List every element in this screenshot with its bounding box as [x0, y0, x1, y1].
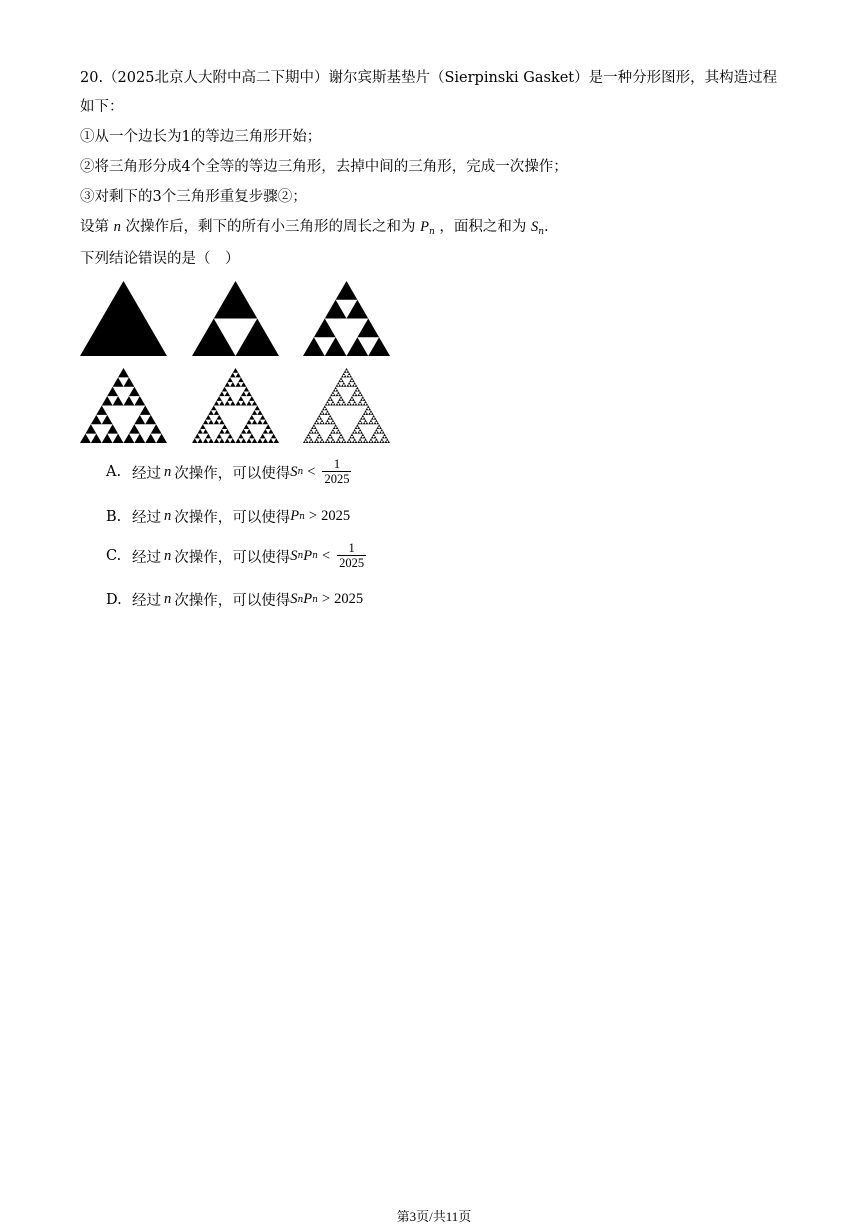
option-b-mid: 次操作，可以使得	[174, 510, 291, 526]
option-b-relation: >	[308, 508, 318, 524]
setup-line	[80, 217, 549, 242]
step-3: ③对剩下的3个三角形重复步骤②；	[80, 189, 307, 205]
option-d-relation: >	[321, 591, 331, 607]
option-d-lhs-sub: n	[297, 594, 304, 605]
sierpinski-level-2	[303, 281, 390, 356]
option-b-letter: B.	[106, 508, 122, 525]
option-c-relation: <	[321, 547, 331, 564]
option-a-letter: A.	[106, 464, 122, 480]
option-a-denominator: 2025	[324, 472, 350, 486]
option-b-lhs-sub: n	[299, 511, 305, 522]
setup-P: P	[420, 219, 429, 235]
page-footer: 第3页/共11页	[396, 1209, 472, 1224]
option-c[interactable]	[106, 542, 366, 570]
step-2: ②将三角形分成4个全等的等边三角形，去掉中间的三角形，完成一次操作；	[80, 159, 568, 175]
base-triangle	[80, 281, 167, 356]
setup-P-sub: n	[428, 227, 435, 237]
option-a-text: 经过	[132, 465, 161, 482]
option-c-text: 经过	[132, 549, 161, 566]
sierpinski-level-1	[192, 281, 279, 356]
option-c-lhs-sub: n	[297, 551, 304, 561]
option-b[interactable]	[106, 506, 350, 527]
option-b-text: 经过	[132, 510, 161, 526]
option-a-relation: <	[307, 463, 316, 480]
option-b-value: 2025	[321, 508, 351, 524]
question-line-1: 20.（2025北京人大附中高二下期中）谢尔宾斯基垫片（Sierpinski Gasket）是一种分形图形，其构造过程	[80, 70, 778, 86]
option-d-lhs2: P	[303, 591, 313, 607]
option-c-numerator: 1	[348, 541, 355, 555]
option-d[interactable]	[106, 589, 363, 610]
option-a-mid: 次操作，可以使得	[174, 465, 291, 482]
step-1: ①从一个边长为1的等边三角形开始；	[80, 129, 322, 145]
setup-text-a: 设第	[80, 219, 109, 235]
setup-S-sub: n	[538, 227, 544, 237]
option-d-lhs: S	[290, 591, 298, 607]
option-c-n: n	[164, 547, 172, 564]
option-a-lhs-sub: n	[297, 467, 304, 477]
option-b-n: n	[164, 508, 172, 524]
option-a[interactable]	[106, 458, 351, 486]
option-a-fraction	[322, 458, 351, 486]
option-c-fraction	[337, 542, 366, 570]
sierpinski-level-4	[192, 368, 279, 443]
option-a-numerator: 1	[333, 457, 341, 471]
option-c-lhs2-sub: n	[312, 551, 318, 561]
setup-text-d: .	[544, 219, 549, 235]
option-c-mid: 次操作，可以使得	[174, 549, 291, 566]
option-d-text: 经过	[132, 593, 161, 609]
sierpinski-level-3	[80, 368, 167, 443]
question-prompt: 下列结论错误的是（ ）	[80, 251, 240, 267]
option-c-lhs: S	[290, 547, 298, 564]
option-d-mid: 次操作，可以使得	[174, 593, 291, 609]
setup-S: S	[530, 219, 539, 235]
option-b-lhs: P	[290, 508, 300, 524]
option-d-lhs2-sub: n	[312, 594, 318, 605]
setup-text-b: 次操作后，剩下的所有小三角形的周长之和为	[125, 219, 416, 235]
question-line-2: 如下：	[80, 99, 124, 115]
option-a-n: n	[164, 463, 172, 480]
setup-n: n	[113, 219, 121, 235]
option-d-letter: D.	[106, 591, 122, 608]
option-c-denominator: 2025	[339, 556, 365, 570]
option-d-value: 2025	[334, 591, 364, 607]
option-c-letter: C.	[106, 548, 122, 564]
sierpinski-level-5	[303, 368, 390, 443]
option-c-lhs2: P	[303, 547, 313, 564]
sierpinski-level-0	[80, 281, 167, 356]
option-d-n: n	[164, 591, 172, 607]
option-a-lhs: S	[290, 463, 298, 480]
setup-text-c: ，面积之和为	[439, 219, 527, 235]
